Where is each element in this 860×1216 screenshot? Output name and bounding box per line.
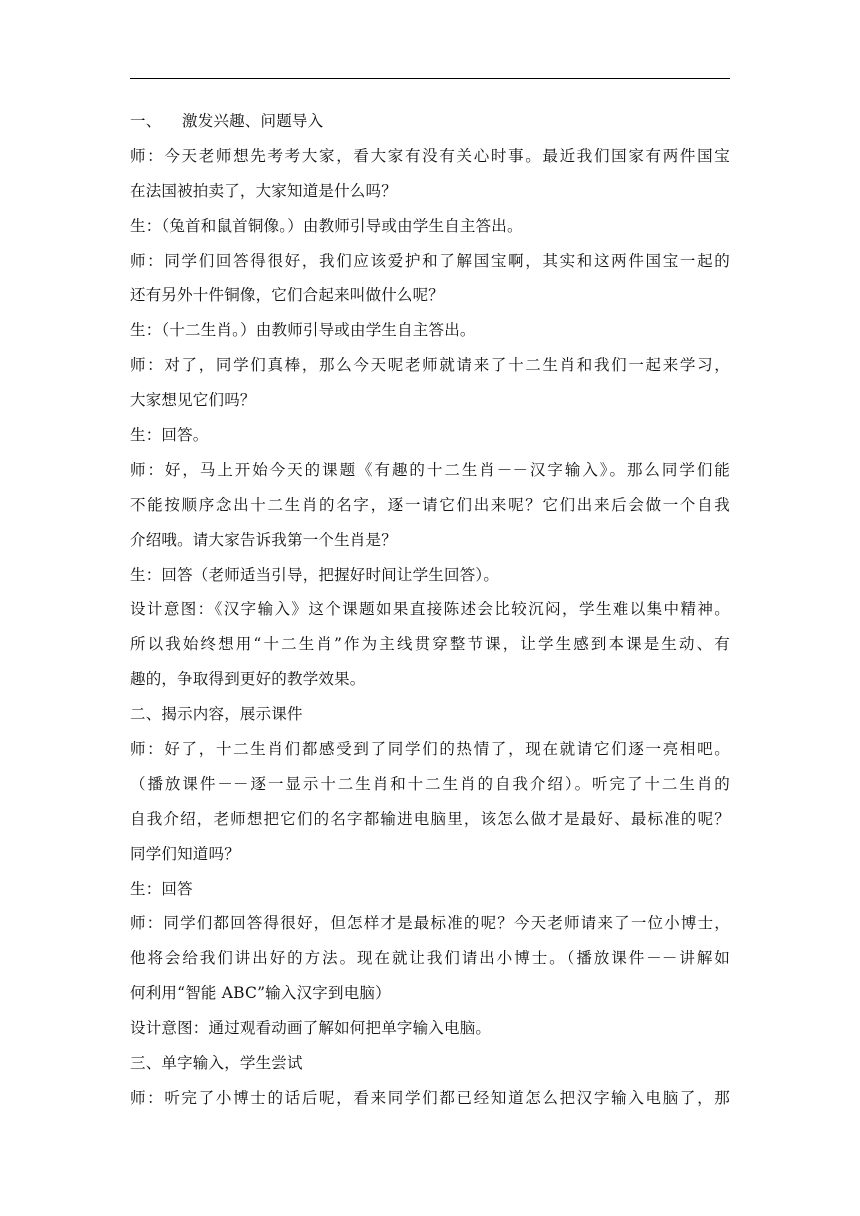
text-line: 所以我始终想用“十二生肖”作为主线贯穿整节课，让学生感到本课是生动、有 [130, 635, 730, 654]
text-line: 二、揭示内容，展示课件 [130, 705, 303, 724]
text-line: 他将会给我们讲出好的方法。现在就让我们请出小博士。（播放课件－－讲解如 [130, 949, 730, 968]
document-body [130, 104, 730, 1116]
text-line: 师：听完了小博士的话后呢，看来同学们都已经知道怎么把汉字输入电脑了，那 [130, 1088, 730, 1107]
section-title: 激发兴趣、问题导入 [182, 112, 324, 130]
text-line: 大家想见它们吗？ [130, 391, 256, 410]
text-line: 设计意图：《汉字输入》这个课题如果直接陈述会比较沉闷，学生难以集中精神。 [130, 600, 730, 619]
text-line: 生：（十二生肖。）由教师引导或由学生自主答出。 [130, 321, 476, 340]
text-line: 同学们知道吗？ [130, 844, 240, 863]
text-line: 师：今天老师想先考考大家，看大家有没有关心时事。最近我们国家有两件国宝 [130, 146, 730, 165]
text-line: 生：（兔首和鼠首铜像。）由教师引导或由学生自主答出。 [130, 216, 523, 235]
text-line: 还有另外十件铜像，它们合起来叫做什么呢？ [130, 286, 445, 305]
text-line: 三、单字输入，学生尝试 [130, 1054, 303, 1073]
text-line: 师：同学们都回答得很好，但怎样才是最标准的呢？今天老师请来了一位小博士， [130, 914, 730, 933]
text-line: 介绍哦。请大家告诉我第一个生肖是？ [130, 530, 397, 549]
text-line: 设计意图：通过观看动画了解如何把单字输入电脑。 [130, 1019, 492, 1038]
text-line: 生：回答。 [130, 426, 209, 445]
text-line: 师：同学们回答得很好，我们应该爱护和了解国宝啊，其实和这两件国宝一起的 [130, 251, 730, 270]
text-line: 师：好，马上开始今天的课题《有趣的十二生肖－－汉字输入》。那么同学们能 [130, 460, 730, 479]
text-line: 生：回答（老师适当引导，把握好时间让学生回答）。 [130, 565, 500, 584]
section-number: 一、 [130, 112, 162, 130]
text-line: 在法国被拍卖了，大家知道是什么吗？ [130, 181, 397, 200]
text-line: 不能按顺序念出十二生肖的名字，逐一请它们出来呢？它们出来后会做一个自我 [130, 495, 730, 514]
text-line: 师：好了，十二生肖们都感受到了同学们的热情了，现在就请它们逐一亮相吧。 [130, 740, 730, 759]
text-line: 自我介绍，老师想把它们的名字都输进电脑里，该怎么做才是最好、最标准的呢？ [130, 809, 730, 828]
header-rule [130, 78, 730, 79]
text-line: 生：回答 [130, 879, 193, 898]
text-line: （播放课件－－逐一显示十二生肖和十二生肖的自我介绍）。听完了十二生肖的 [130, 774, 730, 793]
text-line: 师：对了，同学们真棒，那么今天呢老师就请来了十二生肖和我们一起来学习， [130, 356, 730, 375]
text-line: 趣的，争取得到更好的教学效果。 [130, 670, 366, 689]
section-heading [130, 104, 730, 139]
text-line: 何利用“智能 ABC”输入汉字到电脑） [130, 984, 391, 1003]
